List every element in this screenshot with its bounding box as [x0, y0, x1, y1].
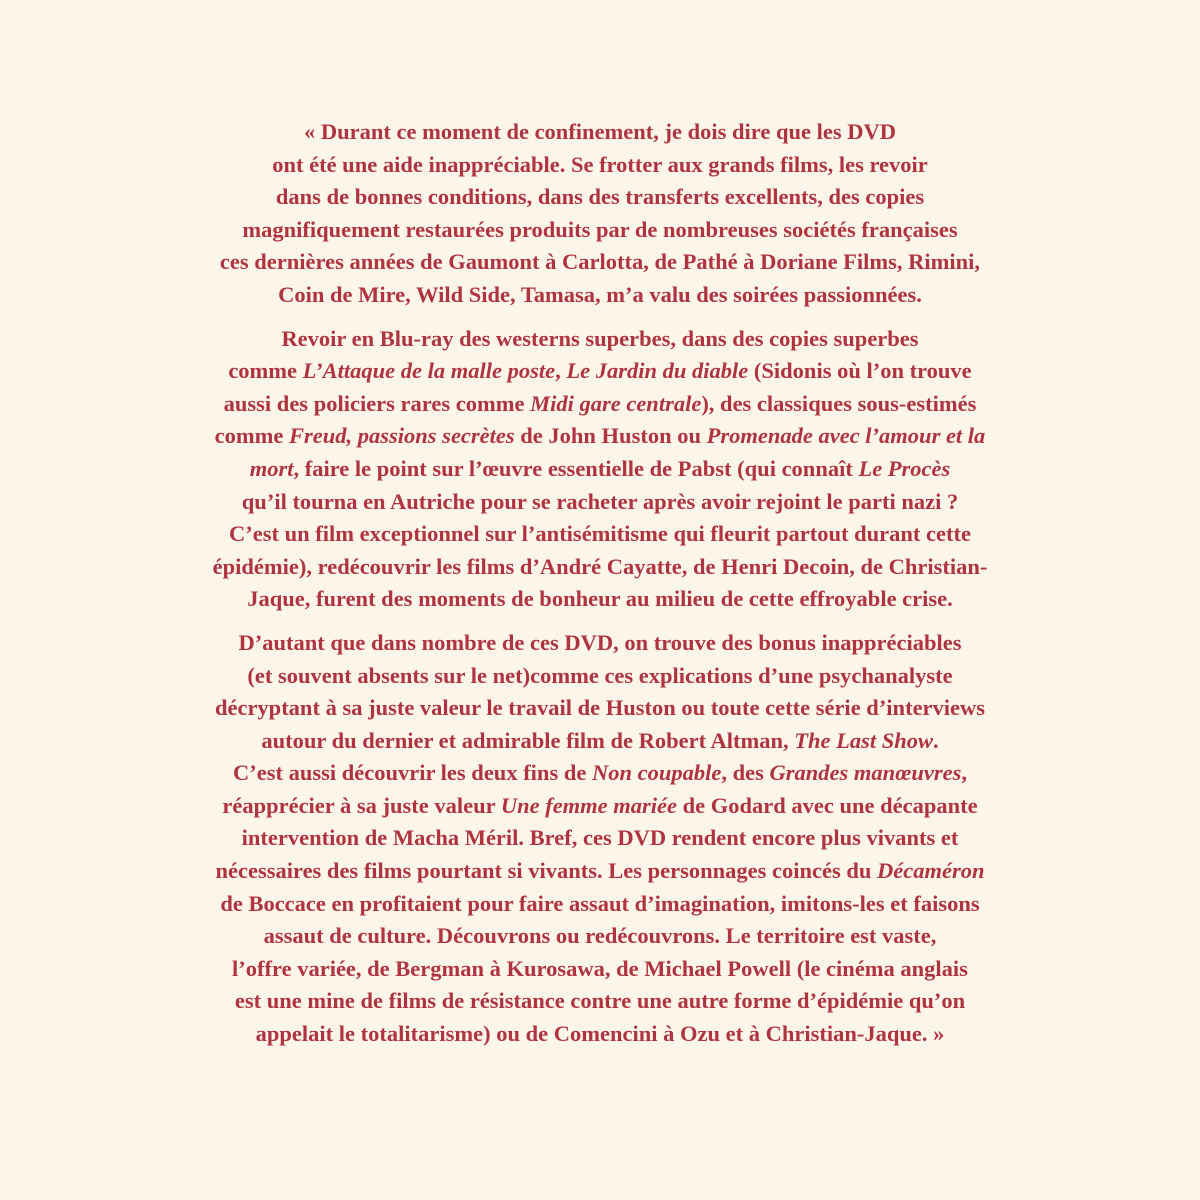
- text-segment: (Sidonis où l’on trouve: [748, 358, 972, 384]
- text-line: [60, 323, 1140, 356]
- text-line: [60, 246, 1140, 279]
- film-title: mort: [249, 455, 294, 481]
- text-segment: ces dernières années de Gaumont à Carlotta, de Pathé à Doriane Films, Rimini,: [219, 249, 981, 275]
- text-segment: qu’il tourna en Autriche pour se racheter après avoir rejoint le parti nazi ?: [241, 488, 959, 514]
- text-segment: autour du dernier et admirable film de Robert Altman,: [261, 727, 795, 753]
- text-line: [60, 790, 1140, 823]
- quote-paragraph: [60, 323, 1140, 616]
- text-line: [60, 453, 1140, 486]
- text-line: [60, 116, 1140, 149]
- text-line: [60, 388, 1140, 421]
- text-segment: magnifiquement restaurées produits par de nombreuses sociétés françaises: [242, 216, 958, 242]
- text-segment: C’est aussi découvrir les deux fins de: [232, 760, 592, 786]
- text-line: [60, 486, 1140, 519]
- text-segment: ,: [555, 358, 567, 384]
- quote-paragraph: [60, 116, 1140, 312]
- text-line: [60, 627, 1140, 660]
- film-title: Promenade avec l’amour et la: [706, 423, 986, 449]
- text-line: [60, 214, 1140, 247]
- text-segment: intervention de Macha Méril. Bref, ces DVD rendent encore plus vivants et: [241, 825, 959, 851]
- text-line: [60, 1018, 1140, 1051]
- text-line: [60, 953, 1140, 986]
- text-line: [60, 855, 1140, 888]
- text-line: [60, 920, 1140, 953]
- text-segment: dans de bonnes conditions, dans des transferts excellents, des copies: [275, 184, 925, 210]
- text-segment: est une mine de films de résistance contre une autre forme d’épidémie qu’on: [234, 988, 966, 1014]
- film-title: Une femme mariée: [500, 792, 678, 818]
- quote-paragraph: [60, 627, 1140, 1051]
- text-line: [60, 355, 1140, 388]
- text-segment: Revoir en Blu-ray des westerns superbes, dans des copies superbes: [281, 325, 919, 351]
- text-line: [60, 420, 1140, 453]
- text-line: [60, 757, 1140, 790]
- text-segment: (et souvent absents sur le net)comme ces explications d’une psychanalyste: [247, 662, 953, 688]
- text-segment: aussi des policiers rares comme: [223, 390, 531, 416]
- text-segment: ,: [961, 760, 967, 786]
- text-line: [60, 985, 1140, 1018]
- text-segment: ont été une aide inappréciable. Se frotter aux grands films, les revoir: [272, 151, 928, 177]
- text-segment: Jaque, furent des moments de bonheur au milieu de cette effroyable crise.: [247, 586, 953, 612]
- text-line: [60, 822, 1140, 855]
- text-line: [60, 583, 1140, 616]
- text-line: [60, 279, 1140, 312]
- text-segment: , faire le point sur l’œuvre essentielle de Pabst (qui connaît: [293, 455, 859, 481]
- text-segment: ), des classiques sous-estimés: [701, 390, 977, 416]
- text-segment: assaut de culture. Découvrons ou redécouvrons. Le territoire est vaste,: [263, 923, 937, 949]
- film-title: Freud, passions secrètes: [289, 423, 515, 449]
- text-segment: , des: [721, 760, 770, 786]
- text-segment: appelait le totalitarisme) ou de Comencini à Ozu et à Christian-Jaque. »: [255, 1021, 945, 1047]
- text-segment: D’autant que dans nombre de ces DVD, on trouve des bonus inappréciables: [238, 629, 962, 655]
- text-segment: l’offre variée, de Bergman à Kurosawa, de Michael Powell (le cinéma anglais: [232, 955, 968, 981]
- text-segment: comme: [214, 423, 290, 449]
- text-segment: épidémie), redécouvrir les films d’André Cayatte, de Henri Decoin, de Christian-: [212, 553, 988, 579]
- text-segment: nécessaires des films pourtant si vivants. Les personnages coincés du: [215, 858, 877, 884]
- text-segment: .: [933, 727, 939, 753]
- film-title: The Last Show: [794, 727, 934, 753]
- text-segment: de Boccace en profitaient pour faire assaut d’imagination, imitons-les et faisons: [220, 890, 980, 916]
- film-title: Le Procès: [858, 455, 951, 481]
- text-line: [60, 181, 1140, 214]
- film-title: Midi gare centrale: [530, 390, 702, 416]
- quote-block: [60, 116, 1140, 1062]
- text-segment: Coin de Mire, Wild Side, Tamasa, m’a valu des soirées passionnées.: [278, 281, 922, 307]
- text-segment: de Godard avec une décapante: [677, 792, 978, 818]
- text-line: [60, 149, 1140, 182]
- text-line: [60, 551, 1140, 584]
- film-title: Décaméron: [877, 858, 985, 884]
- film-title: Grandes manœuvres: [769, 760, 962, 786]
- text-line: [60, 518, 1140, 551]
- text-line: [60, 725, 1140, 758]
- text-segment: réapprécier à sa juste valeur: [222, 792, 501, 818]
- text-segment: de John Huston ou: [514, 423, 707, 449]
- text-segment: C’est un film exceptionnel sur l’antisémitisme qui fleurit partout durant cette: [228, 521, 971, 547]
- text-line: [60, 692, 1140, 725]
- text-segment: « Durant ce moment de confinement, je dois dire que les DVD: [303, 119, 897, 144]
- text-segment: comme: [228, 358, 303, 384]
- film-title: Non coupable: [591, 760, 722, 786]
- text-line: [60, 660, 1140, 693]
- text-line: [60, 888, 1140, 921]
- text-segment: décryptant à sa juste valeur le travail de Huston ou toute cette série d’interviews: [214, 695, 986, 721]
- film-title: L’Attaque de la malle poste: [302, 358, 556, 384]
- film-title: Le Jardin du diable: [566, 358, 749, 384]
